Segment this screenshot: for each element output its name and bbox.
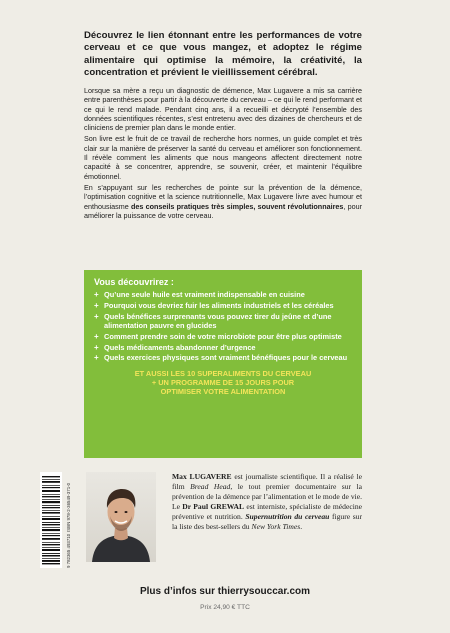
benefits-list [94, 291, 352, 363]
plus-icon: + [94, 342, 99, 352]
paragraph-2: Son livre est le fruit de ce travail de recherche hors normes, un guide complet et très clair sur la manière de préserver la santé du cerveau et améliorer son fonctionnement. Il révèle comment les aliments que nous mangeons affectent directement notre capacité à se concentrer, apprendre, se souvenir, créer, et maintenir l’équilibre émotionnel. [84, 134, 362, 181]
barcode-graphic [40, 472, 62, 568]
highlight: des conseils pratiques très simples, souvent révolutionnaires [131, 201, 344, 211]
author-photo [86, 472, 156, 562]
plus-icon: + [94, 331, 99, 341]
list-item: + Pourquoi vous devriez fuir les aliments industriels et les céréales [94, 300, 334, 310]
highlights-box [84, 270, 362, 458]
paragraph-1: Lorsque sa mère a reçu un diagnostic de démence, Max Lugavere a mis sa carrière entre parenthèses pour partir à la découverte du cerveau – ce qui le rend performant et ce qui le rend malade. Pendant cinq ans, il a recueilli et décrypté l’ensemble des données scientifiques récentes, s’est entretenu avec des dizaines de chercheurs et de cliniciens de premier plan dans le monde entier. [84, 86, 362, 133]
barcode-digits: 9 782365 493710 [66, 533, 71, 568]
book-title: Supernutrition du cerveau [245, 512, 330, 522]
plus-icon: + [94, 300, 99, 310]
list-item: + Quels médicaments abandonner d’urgence [94, 342, 256, 352]
isbn-label [66, 472, 78, 568]
list-item: + Qu’une seule huile est vraiment indispensable en cuisine [94, 290, 305, 299]
paragraph-3: En s’appuyant sur les recherches de pointe sur la prévention de la démence, l’optimisation cognitive et la science nutritionnelle, Max Lugavere livre avec humour et enthousiasme des conseils pratiques très simples, souvent révolutionnaires, pour améliorer la puissance de votre cerveau. [84, 182, 362, 220]
plus-icon: + [94, 311, 99, 321]
author-bio: Max LUGAVERE est journaliste scientifique. Il a réalisé le film Bread Head, le tout premier documentaire sur la prévention de la démence par l’alimentation et le mode de vie. Le Dr Paul GREWAL est interniste, spécialiste de médecine préventive et nutrition. Supernutrition du cerveau figure sur la liste des best-sellers du New York Times. [172, 472, 363, 532]
list-item: + Quels exercices physiques sont vraiment bénéfiques pour le cerveau [94, 353, 348, 363]
author-name: Max LUGAVERE [172, 472, 232, 481]
isbn-number: ISBN 978-2-36549-371-0 [66, 482, 71, 532]
list-item: + Comment prendre soin de votre microbiote pour être plus optimiste [94, 331, 342, 341]
publisher-website: Plus d’infos sur thierrysouccar.com [139, 586, 311, 597]
film-title: Bread Head [190, 482, 231, 492]
intro-text: Découvrez le lien étonnant entre les performances de votre cerveau et ce que vous mangez, et adoptez le régime alimentaire qui optimise la mémoire, la créativité, la concentration et prévient le vieillissement cérébral. [84, 30, 362, 79]
author-portrait-icon [86, 472, 156, 562]
price: Prix 24,90 € TTC [200, 604, 250, 611]
description [84, 86, 362, 222]
list-item: + Quels bénéfices surprenants vous pouvez tirer du jeûne et d’une alimentation pauvre en glucides [94, 311, 332, 330]
coauthor-name: Dr Paul GREWAL [182, 502, 245, 512]
box-title: Vous découvrirez : [94, 277, 174, 287]
newspaper-name: New York Times [251, 522, 301, 532]
plus-icon: + [94, 290, 99, 299]
barcode [40, 472, 62, 568]
box-cta: ET AUSSI LES 10 SUPERALIMENTS DU CERVEAU + UN PROGRAMME DE 15 JOURS POUR OPTIMISER VOTRE ALIMENTATION [134, 369, 312, 397]
plus-icon: + [94, 353, 99, 363]
